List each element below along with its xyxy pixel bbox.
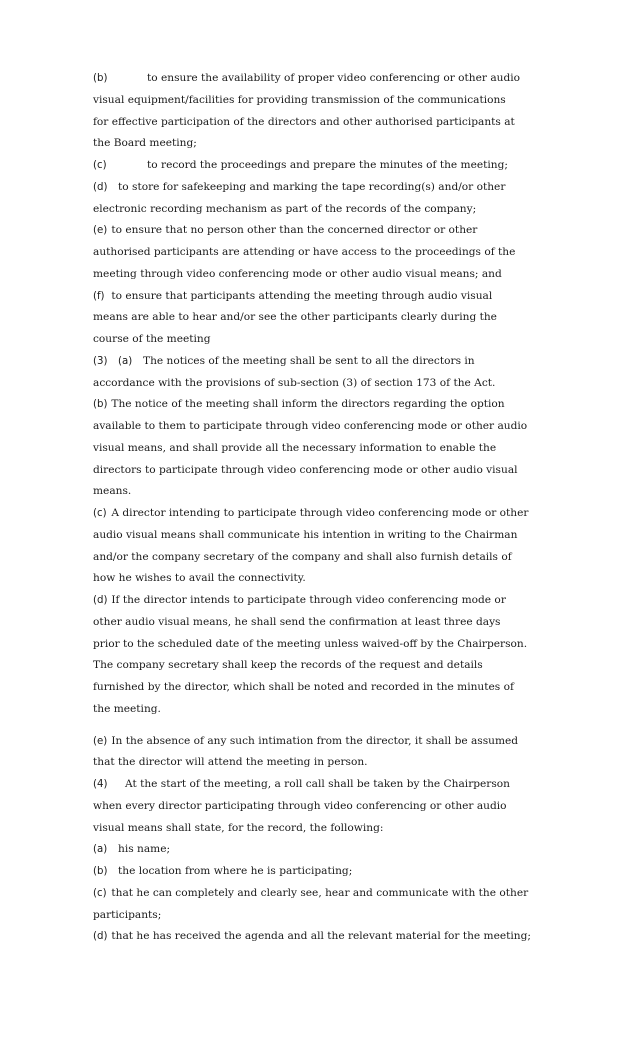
section-4a-line-1: (a) his name; xyxy=(93,839,563,861)
section-3b-line-5: means. xyxy=(93,485,132,498)
section-3d-line-4: The company secretary shall keep the records of the request and details xyxy=(93,659,483,672)
clause-label: (d) xyxy=(93,595,108,606)
clause-label: (f) xyxy=(93,290,105,302)
section-3d-line-2: other audio visual means, he shall send the confirmation at least three days xyxy=(93,615,501,628)
section-3a-line-1: (3) (a) The notices of the meeting shall be sent to all the directors in xyxy=(93,351,563,373)
clause-label: (d) xyxy=(93,931,108,943)
document-body xyxy=(93,68,563,948)
clause-e-line-1: (e) to ensure that no person other than the concerned director or other xyxy=(93,220,563,242)
clause-b-line-3: for effective participation of the directors and other authorised participants at xyxy=(93,115,515,128)
clause-f-line-2: means are able to hear and/or see the other participants clearly during the xyxy=(93,311,497,324)
clause-label: (a) xyxy=(93,844,108,856)
section-3d-line-5: furnished by the director, which shall be noted and recorded in the minutes of xyxy=(93,681,514,693)
clause-f-line-1: (f) to ensure that participants attending the meeting through audio visual xyxy=(93,286,563,308)
clause-label: (d) xyxy=(93,181,108,193)
section-4d-line-1: (d) that he has received the agenda and all the relevant material for the meeting; xyxy=(93,926,563,948)
section-3d-line-3: prior to the scheduled date of the meeting unless waived-off by the Chairperson. xyxy=(93,637,528,650)
section-3b-line-1: (b) The notice of the meeting shall inform the directors regarding the option xyxy=(93,394,563,416)
clause-b-line-2: visual equipment/facilities for providing transmission of the communications xyxy=(93,93,506,106)
section-4-line-2: when every director participating through video conferencing or other audio xyxy=(93,799,507,812)
section-3d-line-6: the meeting. xyxy=(93,702,161,715)
clause-label: (b) xyxy=(93,73,108,84)
section-4c-line-2: participants; xyxy=(93,908,162,921)
section-3c-line-3: and/or the company secretary of the company and shall also furnish details of xyxy=(93,550,512,563)
section-3a-line-2: accordance with the provisions of sub-section (3) of section 173 of the Act. xyxy=(93,376,496,389)
clause-b-line-1: (b) to ensure the availability of proper video conferencing or other audio xyxy=(93,68,563,90)
clause-c-line-1: (c) to record the proceedings and prepare the minutes of the meeting; xyxy=(93,155,563,177)
clause-f-line-3: course of the meeting xyxy=(93,333,211,345)
section-4-line-3: visual means shall state, for the record, the following: xyxy=(93,821,384,834)
section-3e-line-1: (e) In the absence of any such intimation from the director, it shall be assumed xyxy=(93,731,563,753)
section-3c-line-4: how he wishes to avail the connectivity. xyxy=(93,572,306,585)
clause-label: (b) xyxy=(93,866,108,877)
section-3e-line-2: that the director will attend the meeting in person. xyxy=(93,756,368,769)
clause-label: (c) xyxy=(93,508,107,519)
clause-label: (c) xyxy=(93,160,107,171)
section-3c-line-2: audio visual means shall communicate his intention in writing to the Chairman xyxy=(93,528,518,541)
section-label: (4) xyxy=(93,779,108,790)
section-4c-line-1: (c) that he can completely and clearly see, hear and communicate with the other xyxy=(93,883,563,905)
clause-label: (b) xyxy=(93,399,108,411)
clause-label: (e) xyxy=(93,735,108,747)
clause-label: (c) xyxy=(93,887,107,899)
clause-label: (a) xyxy=(118,355,133,367)
section-4b-line-1: (b) the location from where he is participating; xyxy=(93,861,563,883)
clause-d-line-1: (d) to store for safekeeping and marking the tape recording(s) and/or other xyxy=(93,177,563,199)
section-3b-line-4: directors to participate through video conferencing mode or other audio visual xyxy=(93,463,518,476)
clause-e-line-2: authorised participants are attending or have access to the proceedings of the xyxy=(93,246,516,258)
clause-d-line-2: electronic recording mechanism as part of the records of the company; xyxy=(93,202,477,215)
section-3d-line-1: (d) If the director intends to participate through video conferencing mode or xyxy=(93,590,563,612)
clause-e-line-3: meeting through video conferencing mode or other audio visual means; and xyxy=(93,267,502,280)
clause-b-line-4: the Board meeting; xyxy=(93,137,197,150)
section-label: (3) xyxy=(93,355,108,367)
section-3b-line-2: available to them to participate through video conferencing mode or other audio xyxy=(93,420,528,432)
section-3b-line-3: visual means, and shall provide all the necessary information to enable the xyxy=(93,441,497,454)
section-3c-line-1: (c) A director intending to participate through video conferencing mode or other xyxy=(93,503,563,525)
section-4-line-1: (4) At the start of the meeting, a roll call shall be taken by the Chairperson xyxy=(93,774,563,796)
clause-label: (e) xyxy=(93,225,108,237)
